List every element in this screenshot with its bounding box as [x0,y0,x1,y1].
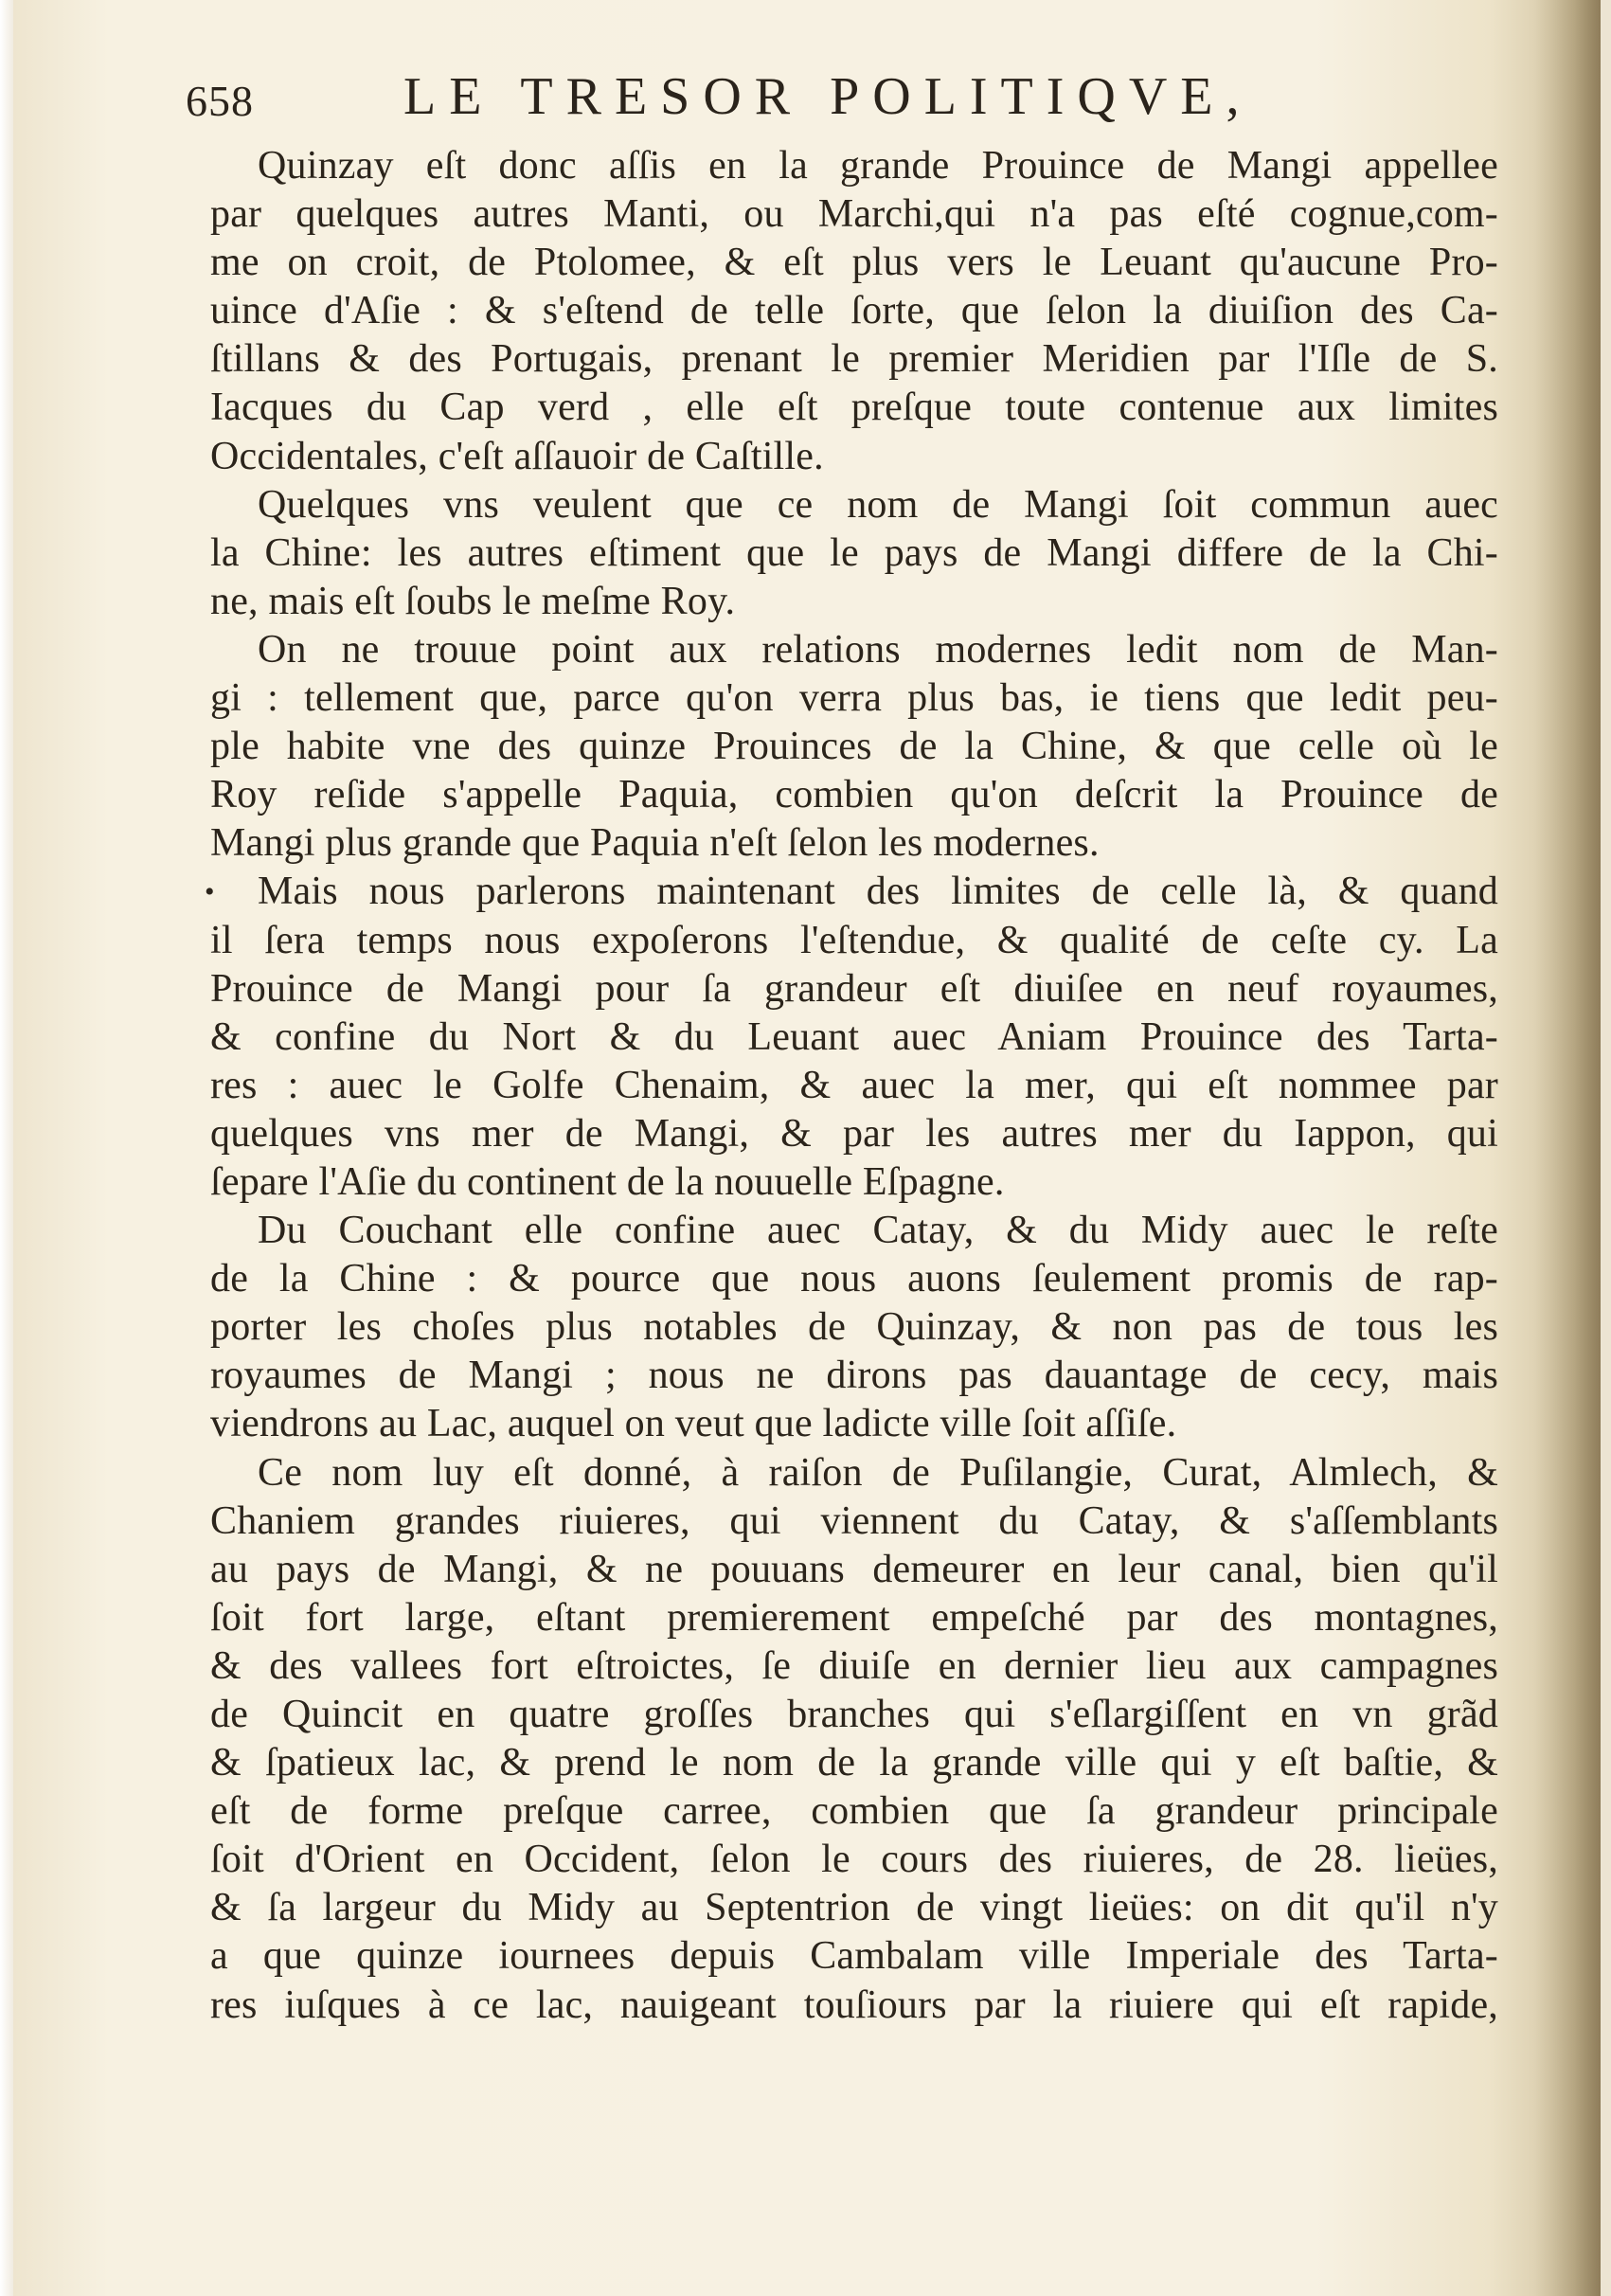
text-line: & ſpatieux lac, & prend le nom de la grande ville qui y eſt baſtie, & [210,1741,1498,1785]
text-line: Mangi plus grande que Paquia n'eſt ſelon les modernes. [210,821,1100,866]
paragraph [210,142,1498,481]
text-line: Chaniem grandes riuieres, qui viennent du Catay, & s'aſſemblants [210,1498,1498,1543]
text-line: royaumes de Mangi ; nous ne dirons pas dauantage de cecy, mais [210,1354,1498,1398]
text-line: viendrons au Lac, auquel on veut que ladicte ville ſoit aſſiſe. [210,1402,1177,1446]
text-line: Prouince de Mangi pour ſa grandeur eſt diuiſee en neuf royaumes, [210,966,1498,1011]
text-line: ple habite vne des quinze Prouinces de la Chine, & que celle où le [210,725,1498,769]
paragraph [210,1207,1498,1448]
text-line: ſoit d'Orient en Occident, ſelon le cours des riuieres, de 28. lieües, [210,1838,1498,1882]
text-line: eſt de forme preſque carree, combien que ſa grandeur principale [210,1789,1498,1834]
text-line: ſtillans & des Portugais, prenant le premier Meridien par l'Iſle de S. [210,337,1498,382]
text-line: Quinzay eſt donc aſſis en la grande Prouince de Mangi appellee [258,144,1498,188]
text-line: ſoit fort large, eſtant premierement empeſché par des montagnes, [210,1595,1498,1640]
paragraph [210,626,1498,868]
text-line: Roy reſide s'appelle Paquia, combien qu'on deſcrit la Prouince de [210,773,1498,817]
text-line: Ce nom luy eſt donné, à raiſon de Puſilangie, Curat, Almlech, & [258,1450,1498,1495]
text-line: au pays de Mangi, & ne pouuans demeurer en leur canal, bien qu'il [210,1547,1498,1591]
text-line: de la Chine : & pource que nous auons ſeulement promis de rap- [210,1257,1498,1301]
page-edge [0,0,13,2296]
paragraph [210,1449,1498,2030]
text-line: porter les choſes plus notables de Quinzay, & non pas de tous les [210,1305,1498,1350]
text-line: Occidentales, c'eſt aſſauoir de Caſtille. [210,434,824,478]
text-line: quelques vns mer de Mangi, & par les autres mer du Iappon, qui [210,1111,1498,1156]
paragraph [210,481,1498,626]
text-line: On ne trouue point aux relations modernes ledit nom de Man- [258,627,1498,672]
text-line: ſepare l'Aſie du continent de la nouuelle Eſpagne. [210,1159,1005,1204]
text-line: Du Couchant elle confine auec Catay, & du Midy auec le reſte [258,1209,1498,1253]
text-line: res iuſques à ce lac, nauigeant touſiours par la riuiere qui eſt rapide, [210,1982,1498,2027]
running-title: LE TRESOR POLITIQVE, [403,67,1253,126]
text-line: & ſa largeur du Midy au Septentrion de vingt lieües: on dit qu'il n'y [210,1886,1498,1930]
page-number: 658 [186,77,254,125]
text-line: Iacques du Cap verd , elle eſt preſque toute contenue aux limites [210,386,1498,430]
body-text [205,142,1498,2030]
text-line: gi : tellement que, parce qu'on verra plus bas, ie tiens que ledit peu- [210,676,1498,721]
text-line: de Quincit en quatre groſſes branches qui s'eſlargiſſent en vn grãd [210,1693,1498,1736]
text-line: la Chine: les autres eſtiment que le pays de Mangi differe de la Chi- [210,530,1498,575]
text-line: & des vallees fort eſtroictes, ſe diuiſe en dernier lieu aux campagnes [210,1643,1498,1688]
text-line: par quelques autres Manti, ou Marchi,qui n'a pas eſté cognue,com- [210,192,1498,237]
text-line: me on croit, de Ptolomee, & eſt plus vers le Leuant qu'aucune Pro- [210,241,1498,285]
page-header [186,66,1493,133]
text-line: uince d'Aſie : & s'eſtend de telle ſorte, que ſelon la diuiſion des Ca- [210,289,1498,333]
text-line: Quelques vns veulent que ce nom de Mangi ſoit commun auec [258,482,1498,527]
paragraph-marker: • [205,876,215,908]
text-line: res : auec le Golfe Chenaim, & auec la mer, qui eſt nommee par [210,1063,1498,1107]
text-line: ne, mais eſt ſoubs le meſme Roy. [210,579,736,623]
gutter-shadow [1534,0,1601,2296]
text-line: & confine du Nort & du Leuant auec Aniam Prouince des Tarta- [210,1014,1498,1059]
text-line: Mais nous parlerons maintenant des limites de celle là, & quand [258,870,1498,914]
text-line: il ſera temps nous expoſerons l'eſtendue, & qualité de ceſte cy. La [210,918,1498,962]
paragraph [205,868,1498,1207]
text-line: a que quinze iournees depuis Cambalam ville Imperiale des Tarta- [210,1934,1498,1979]
